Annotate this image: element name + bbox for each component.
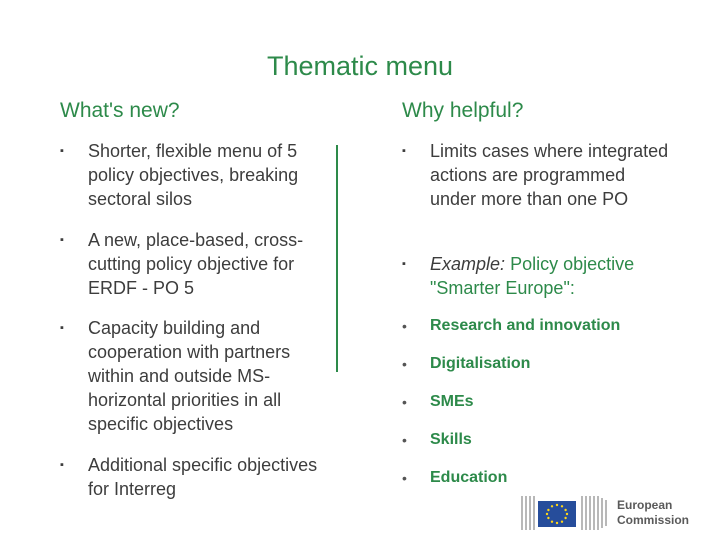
right-bullet-1: ▪ Limits cases where integrated actions are programmed under more than one PO — [402, 141, 669, 209]
square-bullet-icon: ▪ — [402, 145, 406, 157]
square-bullet-icon: ▪ — [402, 258, 406, 270]
round-dot-icon: • — [402, 318, 407, 334]
left-bullet-4: ▪ Additional specific objectives for Interreg — [60, 455, 318, 499]
sub-item-research: • Research and innovation — [402, 315, 672, 337]
slide-title: Thematic menu — [266, 51, 454, 81]
left-bullet-1: ▪ Shorter, flexible menu of 5 policy objectives, breaking sectoral silos — [60, 141, 299, 209]
square-bullet-icon: ▪ — [60, 145, 64, 157]
round-dot-icon: • — [402, 432, 407, 448]
round-dot-icon: • — [402, 394, 407, 410]
square-bullet-icon: ▪ — [60, 459, 64, 471]
left-bullet-3: ▪ Capacity building and cooperation with partners within and outside MS-horizontal priorities in all specific objectives — [60, 318, 291, 434]
sub-item-skills: • Skills — [402, 429, 672, 451]
square-bullet-icon: ▪ — [60, 322, 64, 334]
left-bullet-2: ▪ A new, place-based, cross-cutting policy objective for ERDF - PO 5 — [60, 230, 304, 298]
sub-item-digitalisation: • Digitalisation — [402, 353, 672, 375]
logo-text: European Commission — [617, 498, 690, 527]
example-text: Policy objective "Smarter Europe": — [430, 254, 635, 298]
square-bullet-icon: ▪ — [60, 234, 64, 246]
example-label: Example: — [430, 254, 506, 274]
european-commission-logo — [518, 488, 708, 534]
whats-new-heading: What's new? — [60, 99, 180, 122]
sub-item-smes: • SMEs — [402, 391, 672, 413]
round-dot-icon: • — [402, 470, 407, 486]
column-divider — [336, 145, 338, 372]
right-bullet-example — [402, 252, 672, 300]
round-dot-icon: • — [402, 356, 407, 372]
commission-building-icon — [518, 488, 614, 534]
sub-item-education: • Education — [402, 467, 672, 489]
why-helpful-heading: Why helpful? — [402, 99, 524, 122]
